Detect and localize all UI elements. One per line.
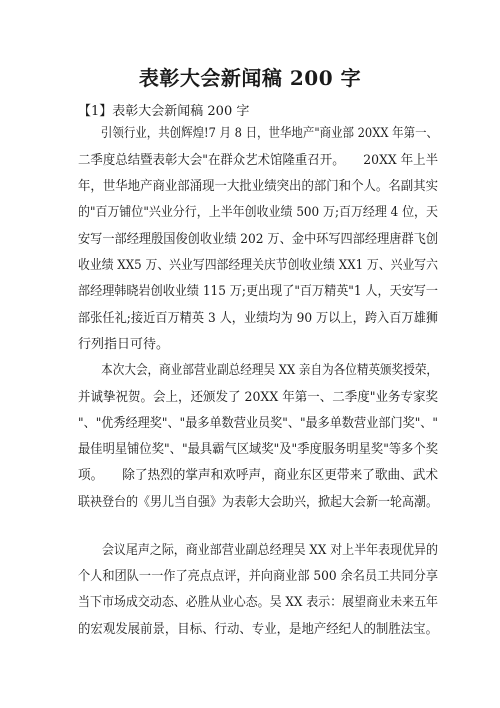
paragraph3-line: 个人和团队一一作了亮点点评，并向商业部 500 余名员工共同分享	[78, 569, 438, 584]
section-heading: 【1】表彰大会新闻稿 200 字	[78, 104, 250, 119]
paragraph1-line: 二季度总结暨表彰大会"在群众艺术馆隆重召开。 20XX 年上半	[78, 153, 438, 168]
paragraph2-line: 联袂登台的《男儿当自强》为表彰大会助兴，掀起大会新一轮高潮。	[78, 495, 438, 510]
paragraph1-line: 部张任礼;接近百万精英 3 人，业绩均为 90 万以上，跨入百万雄狮	[78, 311, 438, 326]
paragraph1-line: 部经理韩晓岩创收业绩 115 万;更出现了"百万精英"1 人，天安写一	[78, 284, 438, 299]
paragraph3-line: 会议尾声之际，商业部营业副总经理吴 XX 对上半年表现优异的	[78, 543, 438, 558]
paragraph1-line: 年，世华地产商业部涌现一大批业绩突出的部门和个人。名副其实	[78, 179, 438, 194]
paragraph2-line: "、"优秀经理奖"、"最多单数营业员奖"、"最多单数营业部门奖"、"	[78, 416, 438, 431]
paragraph2-line: 本次大会，商业部营业副总经理吴 XX 亲自为各位精英颁奖授荣，	[78, 363, 438, 378]
paragraph3-line: 当下市场成交动态、必胜从业心态。吴 XX 表示：展望商业未来五年	[78, 595, 438, 610]
paragraph2-line: 项。 除了热烈的掌声和欢呼声，商业东区更带来了歌曲、武术	[78, 468, 438, 483]
paragraph1-line: 收业绩 XX5 万、兴业写四部经理关庆节创收业绩 XX1 万、兴业写六	[78, 258, 438, 273]
paragraph1-line: 安写一部经理殷国俊创收业绩 202 万、金中环写四部经理唐群飞创	[78, 232, 438, 247]
paragraph2-line: 最佳明星铺位奖"、"最具霸气区域奖"及"季度服务明星奖"等多个奖	[78, 442, 438, 457]
paragraph1-line: 行列指日可待。	[78, 337, 170, 352]
paragraph1-line: 的"百万铺位"兴业分行，上半年创收业绩 500 万;百万经理 4 位，天	[78, 205, 438, 220]
document-title: 表彰大会新闻稿 200 字	[138, 66, 362, 90]
paragraph2-line: 并诚挚祝贺。会上，还颁发了 20XX 年第一、二季度"业务专家奖	[78, 390, 438, 405]
paragraph1-line: 引领行业，共创辉煌!7 月 8 日，世华地产"商业部 20XX 年第一、	[78, 126, 438, 141]
paragraph3-line: 的宏观发展前景，目标、行动、专业，是地产经纪人的制胜法宝。	[78, 622, 438, 637]
